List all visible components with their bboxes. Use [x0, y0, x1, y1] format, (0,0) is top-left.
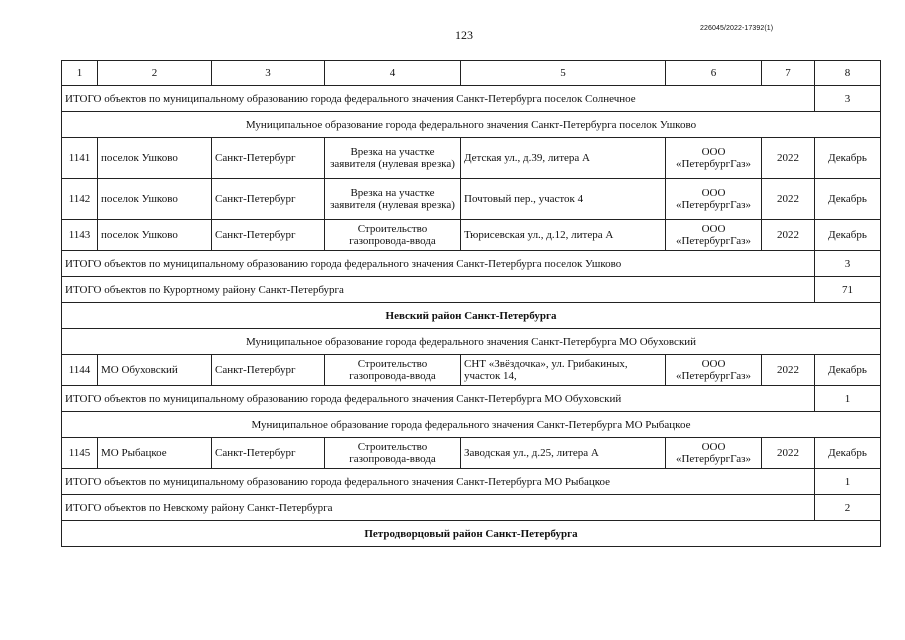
table-row — [62, 179, 881, 220]
total-row — [62, 495, 881, 521]
header-cell: 5 — [461, 61, 666, 86]
row-number: 1141 — [62, 138, 98, 179]
total-row — [62, 469, 881, 495]
address-cell: СНТ «Звёздочка», ул. Грибакиных, участок 14, — [461, 355, 666, 386]
address-cell: Детская ул., д.39, литера А — [461, 138, 666, 179]
page-number: 123 — [455, 28, 473, 42]
total-label: ИТОГО объектов по муниципальному образованию города федерального значения Санкт-Петербурга поселок Солнечное — [62, 86, 815, 112]
month-cell: Декабрь — [815, 355, 881, 386]
total-label: ИТОГО объектов по Невскому району Санкт-Петербурга — [62, 495, 815, 521]
settlement-cell: поселок Ушково — [98, 138, 212, 179]
section-title: Муниципальное образование города федерального значения Санкт-Петербурга МО Обуховский — [62, 329, 881, 355]
organization-cell: ООО «ПетербургГаз» — [666, 138, 762, 179]
section-row — [62, 329, 881, 355]
header-cell: 8 — [815, 61, 881, 86]
organization-cell: ООО «ПетербургГаз» — [666, 438, 762, 469]
settlement-cell: поселок Ушково — [98, 220, 212, 251]
work-type-cell: Строительство газопровода-ввода — [325, 220, 461, 251]
year-cell: 2022 — [762, 220, 815, 251]
total-label: ИТОГО объектов по муниципальному образованию города федерального значения Санкт-Петербурга МО Обуховский — [62, 386, 815, 412]
table-row — [62, 438, 881, 469]
city-cell: Санкт-Петербург — [212, 138, 325, 179]
section-row — [62, 412, 881, 438]
total-row — [62, 277, 881, 303]
header-cell: 1 — [62, 61, 98, 86]
settlement-cell: поселок Ушково — [98, 179, 212, 220]
total-label: ИТОГО объектов по муниципальному образованию города федерального значения Санкт-Петербурга поселок Ушково — [62, 251, 815, 277]
district-row — [62, 521, 881, 547]
document-code: 226045/2022-17392(1) — [700, 25, 774, 32]
total-label: ИТОГО объектов по муниципальному образованию города федерального значения Санкт-Петербурга МО Рыбацкое — [62, 469, 815, 495]
objects-table — [61, 60, 881, 547]
table-row — [62, 220, 881, 251]
row-number: 1143 — [62, 220, 98, 251]
total-row — [62, 251, 881, 277]
total-value: 1 — [815, 386, 881, 412]
section-row — [62, 112, 881, 138]
section-title: Муниципальное образование города федерального значения Санкт-Петербурга МО Рыбацкое — [62, 412, 881, 438]
total-row — [62, 86, 881, 112]
city-cell: Санкт-Петербург — [212, 355, 325, 386]
row-number: 1142 — [62, 179, 98, 220]
year-cell: 2022 — [762, 179, 815, 220]
month-cell: Декабрь — [815, 179, 881, 220]
header-cell: 4 — [325, 61, 461, 86]
settlement-cell: МО Обуховский — [98, 355, 212, 386]
header-cell: 3 — [212, 61, 325, 86]
organization-cell: ООО «ПетербургГаз» — [666, 179, 762, 220]
address-cell: Почтовый пер., участок 4 — [461, 179, 666, 220]
organization-cell: ООО «ПетербургГаз» — [666, 220, 762, 251]
district-title: Невский район Санкт-Петербурга — [62, 303, 881, 329]
total-value: 71 — [815, 277, 881, 303]
work-type-cell: Врезка на участке заявителя (нулевая врезка) — [325, 138, 461, 179]
row-number: 1144 — [62, 355, 98, 386]
total-value: 1 — [815, 469, 881, 495]
month-cell: Декабрь — [815, 138, 881, 179]
total-value: 3 — [815, 251, 881, 277]
total-label: ИТОГО объектов по Курортному району Санкт-Петербурга — [62, 277, 815, 303]
organization-cell: ООО «ПетербургГаз» — [666, 355, 762, 386]
work-type-cell: Строительство газопровода-ввода — [325, 355, 461, 386]
address-cell: Заводская ул., д.25, литера А — [461, 438, 666, 469]
city-cell: Санкт-Петербург — [212, 179, 325, 220]
header-cell: 6 — [666, 61, 762, 86]
month-cell: Декабрь — [815, 220, 881, 251]
table-row — [62, 355, 881, 386]
district-row — [62, 303, 881, 329]
city-cell: Санкт-Петербург — [212, 220, 325, 251]
row-number: 1145 — [62, 438, 98, 469]
work-type-cell: Строительство газопровода-ввода — [325, 438, 461, 469]
year-cell: 2022 — [762, 355, 815, 386]
total-value: 3 — [815, 86, 881, 112]
header-cell: 7 — [762, 61, 815, 86]
month-cell: Декабрь — [815, 438, 881, 469]
year-cell: 2022 — [762, 438, 815, 469]
table-row — [62, 138, 881, 179]
year-cell: 2022 — [762, 138, 815, 179]
total-value: 2 — [815, 495, 881, 521]
section-title: Муниципальное образование города федерального значения Санкт-Петербурга поселок Ушково — [62, 112, 881, 138]
settlement-cell: МО Рыбацкое — [98, 438, 212, 469]
header-cell: 2 — [98, 61, 212, 86]
city-cell: Санкт-Петербург — [212, 438, 325, 469]
district-title: Петродворцовый район Санкт-Петербурга — [62, 521, 881, 547]
work-type-cell: Врезка на участке заявителя (нулевая врезка) — [325, 179, 461, 220]
total-row — [62, 386, 881, 412]
table-header-row — [62, 61, 881, 86]
address-cell: Тюрисевская ул., д.12, литера А — [461, 220, 666, 251]
